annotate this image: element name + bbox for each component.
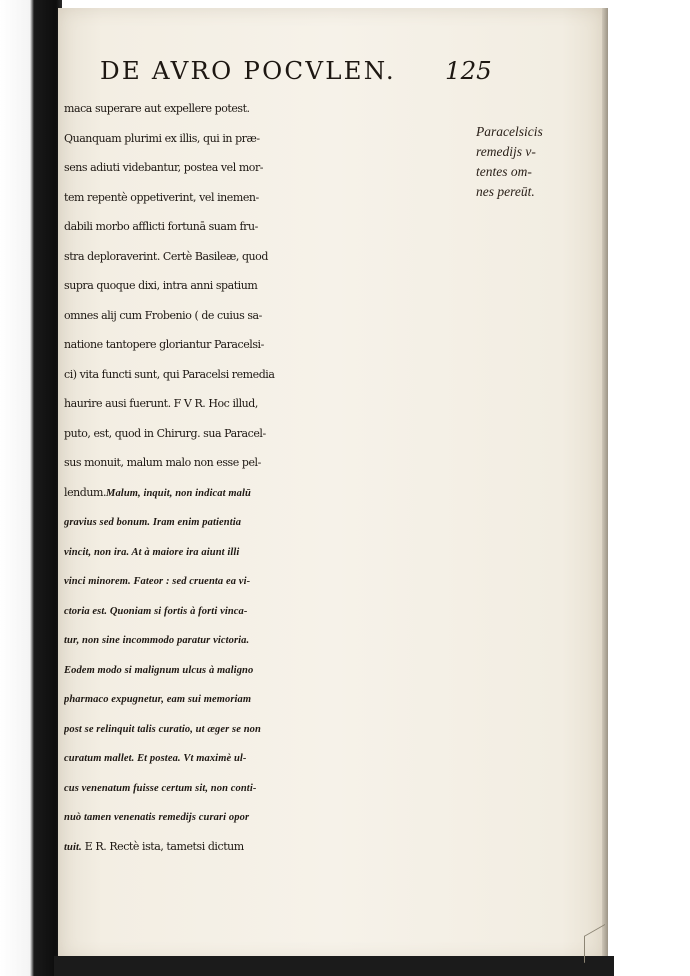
marginal-note-line: Paracelsicis bbox=[476, 124, 543, 139]
text-line bbox=[64, 328, 484, 358]
text-line bbox=[64, 505, 484, 535]
text-line bbox=[64, 771, 484, 801]
text-line bbox=[64, 446, 484, 476]
running-title: DE AVRO POCVLEN. bbox=[100, 56, 396, 85]
text-line bbox=[64, 358, 484, 388]
text-line bbox=[64, 299, 484, 329]
page-number: 125 bbox=[445, 56, 492, 85]
text-line bbox=[64, 800, 484, 830]
italic-quotation: curatum mallet. Et postea. Vt maximè ul- bbox=[64, 753, 247, 764]
text-line bbox=[64, 269, 484, 299]
roman-text: puto, est, quod in Chirurg. sua Paracel- bbox=[64, 426, 266, 440]
marginal-note bbox=[476, 122, 592, 202]
roman-text: maca superare aut expellere potest. bbox=[64, 102, 250, 115]
text-line bbox=[64, 741, 484, 771]
text-line bbox=[64, 92, 484, 122]
italic-quotation: gravius sed bonum. Iram enim patientia bbox=[64, 517, 242, 528]
italic-quotation: post se relinquit talis curatio, ut æger se non bbox=[64, 723, 261, 735]
italic-quotation: vincit, non ira. At à maiore ira aiunt illi bbox=[64, 546, 240, 558]
text-line bbox=[64, 623, 484, 653]
text-line bbox=[64, 564, 484, 594]
text-line bbox=[64, 240, 484, 270]
italic-quotation: ctoria est. Quoniam si fortis à forti vinca- bbox=[64, 605, 248, 617]
roman-text: sus monuit, malum malo non esse pel- bbox=[64, 456, 261, 469]
roman-text: haurire ausi fuerunt. F V R. Hoc illud, bbox=[64, 397, 258, 410]
marginal-note-line: remedijs v- bbox=[476, 144, 536, 159]
book-gutter bbox=[0, 0, 62, 976]
italic-quotation: pharmaco expugnetur, eam sui memoriam bbox=[64, 694, 252, 705]
text-line bbox=[64, 594, 484, 624]
italic-quotation: tuit. bbox=[64, 841, 82, 853]
text-line bbox=[64, 122, 484, 152]
roman-text: tem repentè oppetiverint, vel inemen- bbox=[64, 190, 259, 204]
roman-text: E R. Rectè ista, tametsi dictum bbox=[81, 839, 244, 853]
italic-quotation: cus venenatum fuisse certum sit, non conti- bbox=[64, 782, 257, 794]
text-line bbox=[64, 210, 484, 240]
text-line bbox=[64, 476, 484, 506]
italic-quotation: nuò tamen venenatis remedijs curari opor bbox=[64, 812, 250, 823]
text-line bbox=[64, 712, 484, 742]
roman-text: dabili morbo afflicti fortunā suam fru- bbox=[64, 220, 258, 233]
italic-quotation: vinci minorem. Fateor : sed cruenta ea vi- bbox=[64, 576, 251, 587]
text-line bbox=[64, 682, 484, 712]
roman-text: omnes alij cum Frobenio ( de cuius sa- bbox=[64, 308, 262, 322]
italic-quotation: Eodem modo si malignum ulcus à maligno bbox=[64, 664, 254, 676]
page-edge bbox=[602, 8, 608, 960]
roman-text: stra deploraverint. Certè Basileæ, quod bbox=[64, 249, 268, 263]
roman-text: ci) vita functi sunt, qui Paracelsi remedia bbox=[64, 367, 275, 381]
roman-text: lendum. bbox=[64, 485, 107, 499]
roman-text: Quanquam plurimi ex illis, qui in præ- bbox=[64, 131, 260, 145]
marginal-note-line: tentes om- bbox=[476, 164, 532, 179]
page-body-text bbox=[64, 92, 484, 859]
roman-text: natione tantopere gloriantur Paracelsi- bbox=[64, 338, 264, 351]
roman-text: sens adiuti videbantur, postea vel mor- bbox=[64, 161, 264, 174]
text-line bbox=[64, 387, 484, 417]
text-line bbox=[64, 151, 484, 181]
text-line bbox=[64, 535, 484, 565]
text-line bbox=[64, 653, 484, 683]
roman-text: supra quoque dixi, intra anni spatium bbox=[64, 279, 258, 292]
italic-quotation: Malum, inquit, non indicat malū bbox=[106, 487, 251, 499]
running-header bbox=[100, 56, 490, 96]
text-line bbox=[64, 181, 484, 211]
book-bottom-edge bbox=[54, 956, 614, 976]
text-line bbox=[64, 830, 484, 860]
text-line bbox=[64, 417, 484, 447]
marginal-note-line: nes pereūt. bbox=[476, 184, 535, 199]
italic-quotation: tur, non sine incommodo paratur victoria. bbox=[64, 635, 250, 646]
